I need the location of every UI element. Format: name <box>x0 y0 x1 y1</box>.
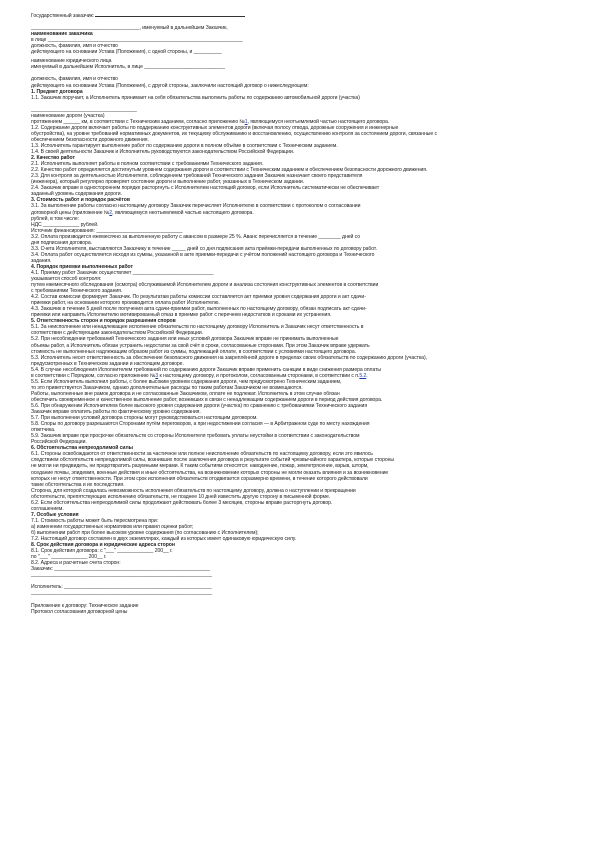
s1-line-4: протяжением ______ км, в соответствии с Техническим заданием, согласно приложению №1, являющемуся неотъемлемой частью настоящего договора. <box>31 118 390 125</box>
s5-line-19: 5.9. Заказчик вправе при просрочке обязательств со стороны Исполнителя требовать уплаты неустойки в соответствии с законодательством <box>31 433 360 440</box>
s6-line-3: не могли ни предвидеть, ни предотвратить разумными мерами. К таким событиям относятся: наводнение, пожар, землетрясение, взрыв, шторм, <box>31 463 369 470</box>
s5-line-15: Заказчик вправе оплатить работы по фактическому уровню содержания. <box>31 409 201 416</box>
s7-line-3: б) выполнении работ при более высоком уровне содержания (по согласованию с Исполнителем); <box>31 529 259 536</box>
s5-line-8: 5.4. В случае несоблюдения Исполнителем требований по содержанию дороги Заказчик вправе применить санкции в виде снижения размера оплаты <box>31 366 382 373</box>
s3-line-6: 3.2. Оплата производится ежемесячно за выполненную работу с авансом в размере 25 %. Аванс перечисляется в течение ________ дней со <box>31 233 361 240</box>
s6-line-8: обстоятельств, препятствующих исполнению обязательств, не позднее 10 дней известить другую сторону в письменной форме. <box>31 493 331 500</box>
section-title-2: 2. Качество работ <box>31 155 75 162</box>
s2-line-2: 2.2. Качество работ определяется достигнутым уровнем содержания дороги в соответствии с Техническим заданием и обеспечением безопасности дорожного движения. <box>31 167 428 174</box>
section-title-6: 6. Обстоятельства непреодолимой силы <box>31 445 133 452</box>
s1-line-6: обустройства), на уровне требований нормативных документов, их текущему обслуживанию и восстановлению, осуществлению контроля за состоянием дороги, связанные с <box>31 130 437 137</box>
s3-line-4: НДС _____________ рублей. <box>31 221 99 228</box>
s5-line-2: соответствии с действующим законодательством Российской Федерации. <box>31 330 204 337</box>
s3-line-9: 3.4. Оплата работ осуществляется исходя из суммы, указанной в акте приемки-передачи с учётом положений настоящего договора и Технического <box>31 251 375 258</box>
s6-line-10: соглашением. <box>31 505 64 512</box>
section-title-5: 5. Ответственность сторон и порядок разрешения споров <box>31 318 176 325</box>
footer-line-2: Протокол согласования договорной цены <box>31 608 128 615</box>
s6-line-9: 6.2. Если обстоятельства непреодолимой силы продолжают действовать более 3 месяцев, стороны вправе расторгнуть договор. <box>31 499 333 506</box>
s8-line-2: по "___" _____________ 200__ г. <box>31 554 107 561</box>
s1-line-8: 1.3. Исполнитель гарантирует выполнение работ по содержанию дороги в полном объёме в соответствии с Техническим заданием. <box>31 142 338 149</box>
s5-line-4: объемы работ, а Исполнитель обязан устранить недостатки за свой счёт в сроки, согласованные сторонами. При этом Заказчик вправе удержать <box>31 342 370 349</box>
document-page <box>31 12 571 615</box>
s5-line-20: Российской Федерации. <box>31 439 87 446</box>
s1-line-9: 1.4. В своей деятельности Заказчик и Исполнитель руководствуются законодательством Российской Федерации. <box>31 149 295 156</box>
s6-line-4: оседание почвы, эпидемия, военные действия и иные обстоятельства, на возникновение которых стороны не могли оказать влияния и за возникновение <box>31 469 389 476</box>
section-title-7: 7. Особые условия <box>31 511 79 518</box>
s8-line-7: _________________________________________________________________ <box>31 590 212 597</box>
s3-line-7: дня подписания договора. <box>31 239 92 246</box>
s4-line-7: 4.3. Заказчик в течение 5 дней после получения акта сдачи-приемки работ, выполненных по настоящему договору, обязан подписать акт сдачи- <box>31 306 367 313</box>
s1-line-7: обеспечением безопасности дорожного движения. <box>31 136 149 143</box>
s7-line-2: а) изменении государственных нормативов или правил оценки работ; <box>31 523 194 530</box>
s5-line-17: 5.8. Споры по договору разрешаются Сторонами путём переговоров, а при недостижении согласия — в Арбитражном суде по месту нахождения <box>31 421 370 428</box>
header-line-3: наименование заказчика <box>31 31 93 38</box>
s7-line-1: 7.1. Стоимость работы может быть пересмотрена при: <box>31 517 159 524</box>
footer-line-1: Приложение к договору: Техническое задание <box>31 602 139 609</box>
section-title-4: 4. Порядок приемки выполненных работ <box>31 263 133 270</box>
section-title-3: 3. Стоимость работ и порядок расчётов <box>31 197 130 204</box>
s5-line-16: 5.7. При выполнении условий договора стороны могут руководствоваться настоящим договором. <box>31 415 258 422</box>
s1-line-2: ______________________________________ <box>31 106 137 113</box>
s6-line-5: которых не несут ответственности. При этом срок исполнения обязательств отодвигается соразмерно времени, в течение которого действовали <box>31 475 368 482</box>
header-line-2: _______________________________________, именуемый в дальнейшем Заказчик, <box>31 25 228 32</box>
s5-line-7: предусмотренных в Техническом задании и настоящем договоре. <box>31 360 184 367</box>
s8-line-5: _________________________________________________________________ <box>31 572 212 579</box>
s4-line-4: с требованиями Технического задания. <box>31 288 123 295</box>
appendix-3-link[interactable]: 3 <box>155 372 159 379</box>
header-line-6: действующего на основании Устава (Положения), с одной стороны, и __________ <box>31 49 222 56</box>
s3-line-8: 3.3. Счета Исполнителя, выставляются Заказчику в течение _____ дней со дня подписания акта приёмки-передачи выполненных по договору работ. <box>31 245 378 252</box>
s2-line-3: 2.3. Для контроля за деятельностью Исполнителя, соблюдением требований Технического задания Заказчик назначает своего представителя <box>31 173 363 180</box>
s5-line-3: 5.2. При несоблюдении требований Технического задания или иных условий договора Заказчик вправе не принимать выполненные <box>31 336 339 343</box>
s5-line-5: стоимость не выполненных надлежащим образом работ из суммы, подлежащей оплате, в соответствии с условиями настоящего договора. <box>31 348 357 355</box>
s5-line-13: обеспечить своевременное и качественное выполнение работ, возникших в связи с ненадлежащим содержанием дороги в период действия договора. <box>31 396 383 403</box>
header-line-1: Государственный заказчик: <box>31 12 571 19</box>
s8-line-1: 8.1. Срок действия договора: с "___" _____________ 200__ г. <box>31 548 173 555</box>
s4-line-6: приемки работ, на основании которого производится оплата работ Исполнителю. <box>31 300 220 307</box>
s7-line-4: 7.2. Настоящий договор составлен в двух экземплярах, каждый из которых имеет одинаковую юридическую силу. <box>31 536 297 543</box>
s2-line-5: 2.4. Заказчик вправе в одностороннем порядке расторгнуть с Исполнителем настоящий договор, если Исполнитель систематически не обеспечивает <box>31 185 380 192</box>
header-line-8: именуемый в дальнейшем Исполнитель, в лице _____________________________ <box>31 64 225 71</box>
s4-line-3: путем ежемесячного обследования (осмотра) обслуживаемой Исполнителем дороги и анализа состояния конструктивных элементов в соответствии <box>31 282 379 289</box>
s6-line-1: 6.1. Стороны освобождаются от ответственности за частичное или полное неисполнение обязательств по настоящему договору, если это явилось <box>31 451 373 458</box>
header-line-10: действующего на основании Устава (Положения), с другой стороны, заключили настоящий договор о нижеследующем: <box>31 82 309 89</box>
s1-line-5: 1.2. Содержание дороги включает работы по поддержанию конструктивных элементов дороги (включая полосу отвода, дорожные сооружения и инженерные <box>31 124 399 131</box>
s4-line-8: приемки или направить Исполнителю мотивированный отказ в приемке работ с перечнем недостатков и сроками их устранения. <box>31 312 332 319</box>
s3-line-2: договорной цены (приложение №2, являющемуся неотъемлемой частью настоящего договора. <box>31 209 254 216</box>
s8-line-4: Заказчик: ________________________________________________________ <box>31 566 211 573</box>
s5-line-14: 5.6. При обнаружении Исполнителем более высокого уровня содержания дороги (участка) по сравнению с требованиями Технического задания <box>31 403 368 409</box>
s2-line-6: заданный уровень содержания дороги. <box>31 191 122 198</box>
s5-line-11: то это приветствуется Заказчиком, однако дополнительные расходы по таким работам Заказчиком не возмещаются. <box>31 384 303 391</box>
s4-line-2: указывается способ контроля: <box>31 276 102 283</box>
clause-5-2-link[interactable]: 5.2 <box>359 372 367 379</box>
section-title-8: 8. Срок действия договора и юридические адреса сторон <box>31 542 175 549</box>
s4-line-1: 4.1. Приемку работ Заказчик осуществляет _____________________________ <box>31 269 214 276</box>
s5-line-1: 5.1. За неисполнение или ненадлежащее исполнение обязательств по настоящему договору Исполнитель и Заказчик несут ответственность в <box>31 324 364 331</box>
s4-line-5: 4.2. Состав комиссии формирует Заказчик. По результатам работы комиссии составляется акт приемки уровня содержания дороги и акт сдачи- <box>31 294 366 301</box>
s5-line-18: ответчика. <box>31 427 56 434</box>
header-line-9: должность, фамилия, имя и отчество <box>31 76 118 83</box>
s5-line-10: 5.5. Если Исполнитель выполнил работы, с более высоким уровнем содержания дороги, чем предусмотрено Техническим заданием, <box>31 378 342 385</box>
s8-line-3: 8.2. Адреса и расчетные счета сторон: <box>31 560 121 567</box>
s6-line-2: следствием обстоятельств непреодолимой силы, возникших после заключения договора в результате событий чрезвычайного характера, которые стороны <box>31 457 395 464</box>
s2-line-1: 2.1. Исполнитель выполняет работы в полном соответствии с требованиями Технического задания. <box>31 161 264 168</box>
s6-line-6: такие обстоятельства и их последствия. <box>31 481 125 488</box>
s3-line-10: задания. <box>31 257 52 264</box>
header-line-7: наименование юридического лица <box>31 58 112 65</box>
s1-line-1: 1.1. Заказчик поручает, а Исполнитель принимает на себя обязательства выполнить работы по содержанию автомобильной дороги (участка) <box>31 94 360 101</box>
s8-line-6: Исполнитель: _____________________________________________________ <box>31 584 212 591</box>
appendix-1-link[interactable]: 1 <box>244 118 248 125</box>
s5-line-12: Работы, выполненные вне рамок договора и не согласованные Заказчиком, оплате не подлежат. Исполнитель в этом случае обязан <box>31 390 340 397</box>
s5-line-6: 5.3. Исполнитель несет ответственность за обеспечение безопасного движения на закреплённой дороге в пределах своих обязательств по содержанию дороги (участка), <box>31 354 427 361</box>
s2-line-4: (инженера), который регулярно проверяет состояние дороги и выполнение работ, указанных в Техническом задании. <box>31 179 305 186</box>
header-line-4: в лице ______________________________________________________________________ <box>31 37 243 44</box>
s5-line-9: в соответствии с Порядком, согласно приложению №3 к настоящему договору, и протоколом, согласованным сторонами, в соответствии с п.5.2. <box>31 372 368 379</box>
s1-line-3: наименование дороги (участка) <box>31 112 105 119</box>
s3-line-1: 3.1. За выполнение работы согласно настоящему договору Заказчик перечисляет Исполнителю в соответствии с протоколом о согласовании <box>31 203 361 210</box>
header-line-5: должность, фамилия, имя и отчество <box>31 43 118 50</box>
s3-line-5: Источник финансирования: _______________________________ <box>31 227 183 234</box>
section-title-1: 1. Предмет договора <box>31 88 83 95</box>
s3-line-3: рублей, в том числе: <box>31 215 79 222</box>
appendix-2-link[interactable]: 2 <box>109 209 113 216</box>
s6-line-7: Сторона, для которой создалась невозможность исполнения обязательств по настоящему договору, должна о наступлении и прекращении <box>31 487 356 494</box>
